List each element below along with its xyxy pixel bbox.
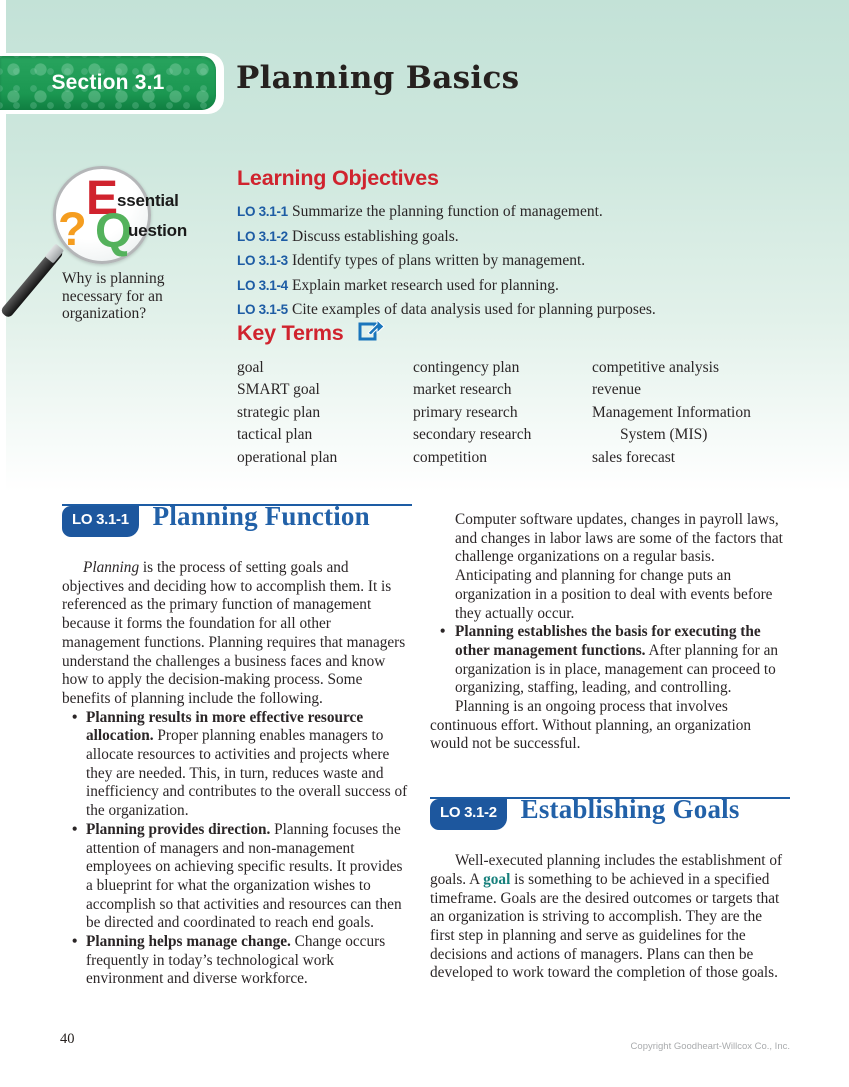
section-heading: Planning Function — [152, 501, 370, 531]
key-term: contingency plan — [413, 359, 520, 376]
bullet-item: • Planning results in more effective resource allocation. Proper planning enables managers to allocate resources to activities and projects where they are needed. This, in turn, reduces waste and inefficiency and contributes to the overall success of the organization. — [62, 709, 412, 821]
key-term: strategic plan — [237, 403, 321, 421]
lo-number: LO 3.1-1 — [237, 204, 288, 219]
external-link-icon[interactable] — [358, 319, 385, 347]
lo-badge: LO 3.1-1 — [62, 506, 139, 537]
body-column-right — [430, 504, 790, 983]
lo-text: Explain market research used for planning. — [292, 276, 559, 294]
lo-number: LO 3.1-4 — [237, 277, 288, 293]
key-term: market research — [413, 381, 512, 399]
key-term: revenue — [592, 381, 642, 399]
section-heading: Establishing Goals — [520, 794, 740, 825]
lo-number: LO 3.1-3 — [237, 253, 288, 269]
learning-objective-row — [237, 252, 792, 270]
bullet-item: • Planning helps manage change. Change occurs frequently in today’s technological work environment and diverse workforce. — [62, 933, 412, 989]
lo-number: LO 3.1-5 — [237, 302, 288, 318]
bullet-item: • Planning provides direction. Planning focuses the attention of managers and non-management employees on achieving specific results. It provides a blueprint for what the organization wishes to accomplish so that activities and resources can then be directed and coordinated to reach end goals. — [62, 821, 412, 933]
intro-paragraph: Planning is the process of setting goals and objectives and deciding how to accomplish them. It is referenced as the primary function of management because it forms the foundation for all other management functions. Planning requires that managers understand the challenges a business faces and know how to apply the decision-making process. Some benefits of planning include the following. — [62, 559, 406, 707]
key-terms-heading: Key Terms — [237, 320, 344, 345]
establishing-goals-header — [430, 794, 790, 839]
essential-question-graphic — [0, 163, 245, 338]
goals-paragraph: Well-executed planning includes the establishment of goals. A goal is something to be achieved in a specified timeframe. Goals are the desired outcomes or targets that an organization is striving to accomplish. They are the first step in planning and serve as guidelines for the decisions and actions of managers. Plans can then be developed to work toward the completion of those goals. — [430, 852, 783, 982]
planning-function-header — [62, 501, 412, 546]
page-number: 40 — [60, 1031, 75, 1047]
page-title: Planning Basics — [236, 60, 520, 96]
learning-objective-row — [237, 277, 792, 295]
key-terms-column-2 — [413, 357, 592, 469]
key-term: primary research — [413, 403, 518, 421]
essential-word: ssential — [117, 191, 179, 210]
key-terms-column-3 — [592, 357, 792, 469]
learning-objective-row — [237, 228, 792, 246]
learning-objective-row — [237, 203, 792, 221]
key-term: sales forecast — [592, 448, 676, 466]
closing-paragraph: Planning is an ongoing process that involves continuous effort. Without planning, an organization would not be successful. — [430, 698, 751, 753]
key-term: competitive analysis — [592, 359, 719, 376]
essential-e-glyph: E — [86, 172, 119, 225]
lo-text: Cite examples of data analysis used for planning purposes. — [292, 301, 656, 319]
key-term: competition — [413, 448, 488, 466]
section-badge — [0, 56, 216, 110]
key-term: goal — [237, 359, 264, 376]
lo-text: Summarize the planning function of management. — [292, 203, 603, 220]
key-terms-section — [237, 319, 797, 469]
copyright-notice: Copyright Goodheart-Willcox Co., Inc. — [630, 1041, 790, 1052]
question-word: uestion — [128, 221, 188, 240]
question-q-glyph: Q — [95, 205, 133, 258]
question-mark-glyph: ? — [58, 202, 87, 255]
lo-number: LO 3.1-2 — [237, 228, 288, 244]
section-badge-label: Section 3.1 — [51, 71, 165, 94]
key-term-goal: goal — [483, 870, 511, 888]
key-term: Management Information System (MIS) — [592, 403, 751, 444]
key-terms-column-1 — [237, 357, 413, 469]
italic-term: Planning — [83, 559, 140, 576]
key-term: SMART goal — [237, 381, 320, 399]
learning-objectives-section — [237, 166, 792, 326]
lo-text: Identify types of plans written by management. — [292, 252, 586, 270]
lo-badge: LO 3.1-2 — [430, 799, 507, 830]
essential-question-text: Why is planning necessary for an organization? — [62, 270, 165, 322]
key-term: operational plan — [237, 448, 338, 466]
key-term: tactical plan — [237, 426, 313, 444]
lo-text: Discuss establishing goals. — [292, 227, 459, 245]
learning-objective-row — [237, 301, 792, 319]
key-term: secondary research — [413, 426, 532, 444]
body-column-left — [62, 501, 412, 989]
bullet-item: • Planning establishes the basis for executing the other management functions. After planning for an organization is in place, management can proceed to organizing, staffing, leading, and controlling. — [430, 623, 790, 698]
benefits-list — [62, 709, 412, 990]
benefits-list-continued — [430, 623, 790, 698]
learning-objectives-heading: Learning Objectives — [237, 166, 439, 190]
bullet-continuation: Computer software updates, changes in payroll laws, and changes in labor laws are some of the factors that challenge organizations on a regular basis. Anticipating and planning for change puts an organization in a position to deal with events before they actually occur. — [455, 511, 783, 622]
